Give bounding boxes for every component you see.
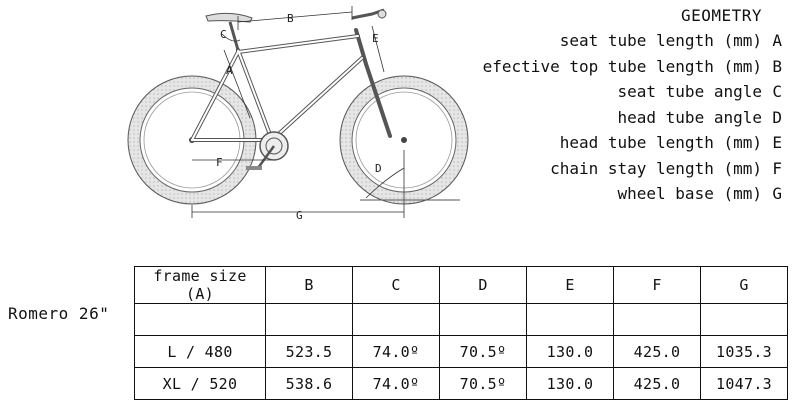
legend-key: F xyxy=(772,158,782,178)
legend-key: C xyxy=(772,82,782,102)
table-cell: L / 480 xyxy=(135,336,266,368)
legend-label: wheel base (mm) xyxy=(617,184,762,204)
table-cell xyxy=(701,304,788,336)
table-header-cell: E xyxy=(527,267,614,304)
legend-label: head tube angle xyxy=(617,107,762,127)
table-header-cell: B xyxy=(266,267,353,304)
geometry-table xyxy=(134,266,788,400)
geometry-legend xyxy=(482,4,782,207)
legend-label: seat tube length (mm) xyxy=(559,31,762,51)
table-cell: 1035.3 xyxy=(701,336,788,368)
table-cell xyxy=(266,304,353,336)
legend-row xyxy=(482,54,782,80)
table-cell: 1047.3 xyxy=(701,368,788,400)
dim-label-d: D xyxy=(375,162,382,175)
table-cell: 70.5º xyxy=(440,336,527,368)
legend-row xyxy=(482,156,782,182)
legend-label: head tube length (mm) xyxy=(559,133,762,153)
legend-title: GEOMETRY xyxy=(680,6,762,25)
legend-row xyxy=(482,79,782,105)
bike-geometry-diagram xyxy=(0,0,520,240)
legend-key: E xyxy=(772,133,782,153)
table-header-cell: G xyxy=(701,267,788,304)
legend-key: B xyxy=(772,56,782,76)
table-cell: 130.0 xyxy=(527,368,614,400)
dim-label-b: B xyxy=(287,12,294,25)
table-row xyxy=(135,368,788,400)
dim-label-e: E xyxy=(372,32,379,45)
model-name: Romero 26" xyxy=(8,304,110,323)
table-cell: 538.6 xyxy=(266,368,353,400)
legend-label: seat tube angle xyxy=(617,82,762,102)
dim-label-g: G xyxy=(296,209,303,222)
table-cell xyxy=(440,304,527,336)
table-cell: 74.0º xyxy=(353,368,440,400)
dim-label-a: A xyxy=(226,64,233,77)
table-cell xyxy=(353,304,440,336)
legend-row xyxy=(482,28,782,54)
table-cell: 523.5 xyxy=(266,336,353,368)
legend-row xyxy=(482,181,782,207)
legend-row xyxy=(482,105,782,131)
table-cell: 130.0 xyxy=(527,336,614,368)
dim-label-f: F xyxy=(216,156,223,169)
table-cell: XL / 520 xyxy=(135,368,266,400)
table-cell xyxy=(527,304,614,336)
legend-key: A xyxy=(772,31,782,51)
table-cell xyxy=(614,304,701,336)
legend-key: D xyxy=(772,107,782,127)
legend-key: G xyxy=(772,184,782,204)
table-cell: 74.0º xyxy=(353,336,440,368)
table-header-cell: frame size (A) xyxy=(135,267,266,304)
table-cell xyxy=(135,304,266,336)
table-header-cell: F xyxy=(614,267,701,304)
table-cell: 70.5º xyxy=(440,368,527,400)
table-header-cell: D xyxy=(440,267,527,304)
handlebar xyxy=(352,10,386,18)
legend-row xyxy=(482,130,782,156)
legend-label: efective top tube length (mm) xyxy=(482,56,762,76)
table-cell: 425.0 xyxy=(614,368,701,400)
saddle xyxy=(206,13,252,50)
table-row xyxy=(135,336,788,368)
table-row xyxy=(135,304,788,336)
legend-label: chain stay length (mm) xyxy=(550,158,762,178)
table-cell: 425.0 xyxy=(614,336,701,368)
dim-label-c: C xyxy=(220,28,227,41)
table-header-cell: C xyxy=(353,267,440,304)
table-header-row xyxy=(135,267,788,304)
